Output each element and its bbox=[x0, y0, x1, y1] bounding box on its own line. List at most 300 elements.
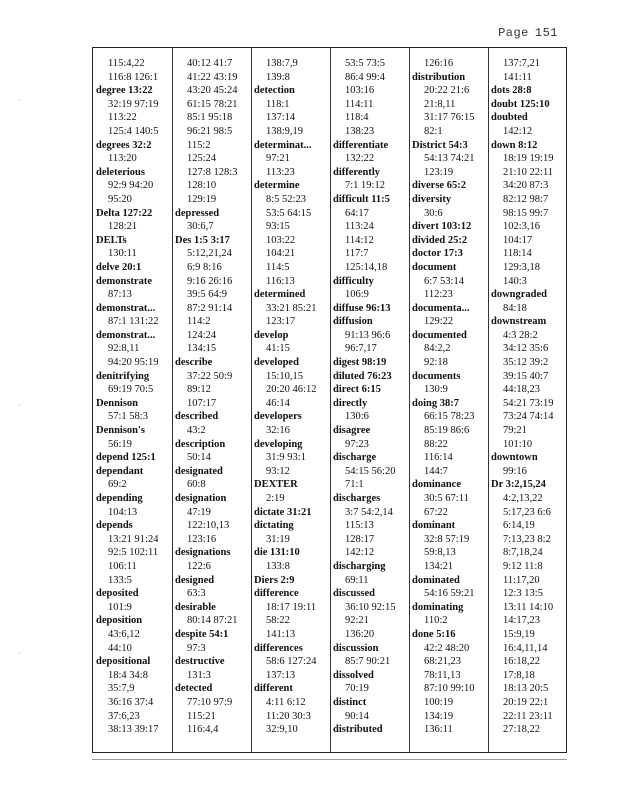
page-reference: 92:8,11 bbox=[108, 343, 140, 355]
page-reference: 84:2,2 bbox=[424, 343, 451, 355]
index-term: deleterious bbox=[96, 166, 145, 178]
page-reference: 93:12 bbox=[266, 465, 290, 477]
index-term: dots 28:8 bbox=[491, 85, 532, 97]
page-reference: 31:9 93:1 bbox=[266, 452, 306, 464]
page-reference: 41:15 bbox=[266, 343, 290, 355]
index-term: disagree bbox=[333, 425, 371, 437]
page-reference: 104:21 bbox=[266, 248, 296, 260]
index-term: diffuse 96:13 bbox=[333, 302, 391, 314]
page-reference: 20:22 21:6 bbox=[424, 85, 470, 97]
index-term: developers bbox=[254, 411, 302, 423]
page-reference: 114:12 bbox=[345, 234, 374, 246]
page-reference: 38:13 39:17 bbox=[108, 724, 159, 736]
index-term: depressed bbox=[175, 207, 220, 219]
page-reference: 30:6,7 bbox=[187, 221, 214, 233]
page-reference: 144:7 bbox=[424, 465, 448, 477]
page-reference: 22:11 23:11 bbox=[503, 710, 553, 722]
page-reference: 114:5 bbox=[266, 261, 290, 273]
page-reference: 133:8 bbox=[266, 560, 290, 572]
index-term: diluted 76:23 bbox=[333, 370, 392, 382]
index-term: deposition bbox=[96, 615, 143, 627]
page-reference: 78:11,13 bbox=[424, 669, 461, 681]
page-reference: 131:3 bbox=[187, 669, 211, 681]
page-reference: 35:7,9 bbox=[108, 683, 135, 695]
index-term: Delta 127:22 bbox=[96, 207, 153, 219]
index-term: dominating bbox=[412, 601, 464, 613]
index-term: differently bbox=[333, 166, 381, 178]
page-reference: 36:10 92:15 bbox=[345, 601, 396, 613]
index-term: difficulty bbox=[333, 275, 374, 287]
page-reference: 58:6 127:24 bbox=[266, 656, 317, 668]
index-term: developing bbox=[254, 438, 303, 450]
index-term: downtown bbox=[491, 452, 538, 464]
margin-mark: · bbox=[18, 648, 21, 658]
page-reference: 6:14,19 bbox=[503, 520, 535, 532]
page-reference: 34:12 35:6 bbox=[503, 343, 549, 355]
page-reference: 53:5 64:15 bbox=[266, 207, 312, 219]
index-term: downgraded bbox=[491, 289, 548, 301]
index-term: dominated bbox=[412, 574, 460, 586]
page-reference: 110:2 bbox=[424, 615, 448, 627]
index-term: down 8:12 bbox=[491, 139, 538, 151]
page-reference: 130:6 bbox=[345, 411, 369, 423]
page-reference: 114:2 bbox=[187, 316, 211, 328]
page-reference: 30:5 67:11 bbox=[424, 493, 469, 504]
page-reference: 125:4 140:5 bbox=[108, 125, 159, 137]
column-divider bbox=[330, 48, 331, 752]
page-reference: 27:18,22 bbox=[503, 724, 541, 736]
page-reference: 67:22 bbox=[424, 506, 448, 518]
index-term: different bbox=[254, 683, 293, 695]
page-reference: 128:10 bbox=[187, 180, 217, 192]
page-reference: 60:8 bbox=[187, 479, 206, 491]
page-reference: 4:3 28:2 bbox=[503, 329, 538, 341]
index-term: downstream bbox=[491, 316, 547, 328]
index-term: destructive bbox=[175, 656, 225, 668]
page-reference: 116:13 bbox=[266, 275, 295, 287]
page-reference: 96:7,17 bbox=[345, 343, 377, 355]
page-reference: 80:14 87:21 bbox=[187, 615, 238, 627]
page-reference: 87:13 bbox=[108, 289, 132, 301]
index-term: documented bbox=[412, 329, 467, 341]
page-reference: 123:19 bbox=[424, 166, 454, 178]
index-term: designed bbox=[175, 574, 215, 586]
page-reference: 66:15 78:23 bbox=[424, 411, 475, 423]
index-term: directly bbox=[333, 397, 368, 409]
index-term: divert 103:12 bbox=[412, 221, 472, 233]
page-reference: 69:2 bbox=[108, 479, 127, 491]
page-reference: 87:1 131:22 bbox=[108, 316, 159, 328]
index-term: District 54:3 bbox=[412, 139, 468, 151]
page-reference: 115:13 bbox=[345, 520, 374, 532]
index-term: diversity bbox=[412, 193, 452, 205]
index-term: Dennison's bbox=[96, 425, 146, 437]
page-reference: 137:13 bbox=[266, 669, 296, 681]
page-reference: 30:6 bbox=[424, 207, 443, 219]
index-term: discussion bbox=[333, 642, 379, 654]
index-term: difference bbox=[254, 588, 299, 600]
page-reference: 18:13 20:5 bbox=[503, 683, 549, 695]
index-term: doubt 125:10 bbox=[491, 98, 550, 110]
page-reference: 44:18,23 bbox=[503, 384, 541, 396]
page-reference: 114:11 bbox=[345, 98, 374, 110]
index-term: degree 13:22 bbox=[96, 85, 153, 97]
page-reference: 63:3 bbox=[187, 588, 206, 600]
index-term: determinat... bbox=[254, 139, 312, 151]
page-reference: 21:10 22:11 bbox=[503, 166, 554, 178]
page-reference: 31:17 76:15 bbox=[424, 112, 475, 124]
page-reference: 104:13 bbox=[108, 506, 138, 518]
page-reference: 2:19 bbox=[266, 493, 285, 504]
page-reference: 5:12,21,24 bbox=[187, 248, 232, 260]
index-term: determined bbox=[254, 289, 306, 301]
index-term: doubted bbox=[491, 112, 528, 124]
page-reference: 15:10,15 bbox=[266, 370, 304, 382]
index-term: demonstrat... bbox=[96, 302, 156, 314]
index-term: doing 38:7 bbox=[412, 397, 459, 409]
page-reference: 18:4 34:8 bbox=[108, 669, 148, 681]
index-term: digest 98:19 bbox=[333, 357, 387, 369]
index-term: demonstrate bbox=[96, 275, 152, 287]
page-reference: 11:17,20 bbox=[503, 574, 540, 586]
page-reference: 61:15 78:21 bbox=[187, 98, 238, 110]
page-reference: 50:14 bbox=[187, 452, 211, 464]
page-reference: 92:21 bbox=[345, 615, 369, 627]
page-reference: 4:2,13,22 bbox=[503, 493, 543, 504]
bottom-rule bbox=[92, 759, 567, 760]
page-reference: 129:3,18 bbox=[503, 261, 541, 273]
page-reference: 130:9 bbox=[424, 384, 448, 396]
page-reference: 127:8 128:3 bbox=[187, 166, 238, 178]
page-reference: 37:6,23 bbox=[108, 710, 140, 722]
page-reference: 32:8 57:19 bbox=[424, 533, 470, 545]
page-reference: 115:21 bbox=[187, 710, 216, 722]
page-reference: 33:21 85:21 bbox=[266, 302, 317, 314]
page-reference: 92:18 bbox=[424, 357, 448, 369]
page-reference: 117:7 bbox=[345, 248, 369, 260]
page-reference: 3:7 54:2,14 bbox=[345, 506, 393, 518]
page-reference: 82:1 bbox=[424, 125, 443, 137]
index-term: designation bbox=[175, 493, 227, 504]
page-reference: 101:9 bbox=[108, 601, 132, 613]
page-reference: 21:8,11 bbox=[424, 98, 456, 110]
page-number: 151 bbox=[534, 26, 558, 40]
page-reference: 20:19 22:1 bbox=[503, 696, 549, 708]
page-reference: 32:19 97:19 bbox=[108, 98, 159, 110]
page-reference: 122:10,13 bbox=[187, 520, 230, 532]
page-reference: 54:13 74:21 bbox=[424, 153, 475, 165]
page-reference: 134:19 bbox=[424, 710, 454, 722]
index-term: distribution bbox=[412, 71, 466, 83]
page-reference: 137:14 bbox=[266, 112, 296, 124]
page-reference: 126:16 bbox=[424, 58, 454, 69]
index-term: Diers 2:9 bbox=[254, 574, 295, 586]
page-reference: 132:22 bbox=[345, 153, 375, 165]
page-reference: 90:14 bbox=[345, 710, 369, 722]
page-reference: 113:22 bbox=[108, 112, 137, 124]
page-reference: 123:17 bbox=[266, 316, 296, 328]
page-reference: 31:19 bbox=[266, 533, 290, 545]
page-reference: 42:2 48:20 bbox=[424, 642, 470, 654]
page-reference: 40:12 41:7 bbox=[187, 58, 233, 69]
page-reference: 113:24 bbox=[345, 221, 374, 233]
index-term: diffusion bbox=[333, 316, 373, 328]
page-reference: 118:4 bbox=[345, 112, 369, 124]
page-reference: 6:7 53:14 bbox=[424, 275, 464, 287]
page-reference: 11:20 30:3 bbox=[266, 710, 311, 722]
page-reference: 7:13,23 8:2 bbox=[503, 533, 551, 545]
page-reference: 8:5 52:23 bbox=[266, 193, 306, 205]
page-reference: 136:11 bbox=[424, 724, 453, 736]
page-reference: 91:13 96:6 bbox=[345, 329, 391, 341]
index-term: depending bbox=[96, 493, 143, 504]
index-term: despite 54:1 bbox=[175, 628, 229, 640]
page-reference: 18:19 19:19 bbox=[503, 153, 554, 165]
page-reference: 140:3 bbox=[503, 275, 527, 287]
page-reference: 46:14 bbox=[266, 397, 290, 409]
index-term: divided 25:2 bbox=[412, 234, 468, 246]
index-term: discharging bbox=[333, 560, 386, 572]
page-reference: 138:7,9 bbox=[266, 58, 298, 69]
index-term: difficult 11:5 bbox=[333, 193, 390, 205]
page-reference: 87:10 99:10 bbox=[424, 683, 475, 695]
page-reference: 93:15 bbox=[266, 221, 290, 233]
page-reference: 73:24 74:14 bbox=[503, 411, 554, 423]
index-term: differentiate bbox=[333, 139, 389, 151]
index-term: described bbox=[175, 411, 219, 423]
index-term: detection bbox=[254, 85, 295, 97]
page-reference: 9:16 26:16 bbox=[187, 275, 233, 287]
page-reference: 118:1 bbox=[266, 98, 290, 110]
page-reference: 32:16 bbox=[266, 425, 290, 437]
index-term: direct 6:15 bbox=[333, 384, 381, 396]
page-reference: 64:17 bbox=[345, 207, 369, 219]
page-reference: 116:8 126:1 bbox=[108, 71, 159, 83]
page-reference: 79:21 bbox=[503, 425, 527, 437]
page-reference: 54:16 59:21 bbox=[424, 588, 475, 600]
page-reference: 9:12 11:8 bbox=[503, 560, 543, 572]
index-term: differences bbox=[254, 642, 303, 654]
page-reference: 57:1 58:3 bbox=[108, 411, 148, 423]
column-divider bbox=[172, 48, 173, 752]
index-term: depend 125:1 bbox=[96, 452, 156, 464]
page-reference: 12:3 13:5 bbox=[503, 588, 543, 600]
column-divider bbox=[488, 48, 489, 752]
page-reference: 115:2 bbox=[187, 139, 211, 151]
page-reference: 68:21,23 bbox=[424, 656, 462, 668]
page-reference: 106:9 bbox=[345, 289, 369, 301]
page-reference: 115:4,22 bbox=[108, 58, 145, 69]
page-reference: 102:3,16 bbox=[503, 221, 541, 233]
page-reference: 125:24 bbox=[187, 153, 217, 165]
page-reference: 116:14 bbox=[424, 452, 453, 464]
index-term: discharges bbox=[333, 493, 381, 504]
index-term: degrees 32:2 bbox=[96, 139, 152, 151]
page-reference: 124:24 bbox=[187, 329, 217, 341]
index-column-4 bbox=[333, 57, 395, 737]
page-reference: 92:5 102:11 bbox=[108, 547, 159, 559]
page-reference: 41:22 43:19 bbox=[187, 71, 238, 83]
page-reference: 77:10 97:9 bbox=[187, 696, 233, 708]
page-reference: 85:19 86:6 bbox=[424, 425, 470, 437]
index-term: discharge bbox=[333, 452, 377, 464]
page-reference: 112:23 bbox=[424, 289, 453, 301]
index-term: Des 1:5 3:17 bbox=[175, 234, 230, 246]
page-reference: 138:9,19 bbox=[266, 125, 304, 137]
page-reference: 43:20 45:24 bbox=[187, 85, 238, 97]
index-term: deposited bbox=[96, 588, 139, 600]
index-term: develop bbox=[254, 329, 289, 341]
page-reference: 129:19 bbox=[187, 193, 217, 205]
page-reference: 54:21 73:19 bbox=[503, 397, 554, 409]
column-divider bbox=[251, 48, 252, 752]
page-reference: 100:19 bbox=[424, 696, 454, 708]
page-reference: 82:12 98:7 bbox=[503, 193, 549, 205]
index-term: dictate 31:21 bbox=[254, 506, 312, 518]
page-reference: 98:15 99:7 bbox=[503, 207, 549, 219]
page-reference: 14:17,23 bbox=[503, 615, 541, 627]
page-reference: 136:20 bbox=[345, 628, 375, 640]
page-reference: 17:8,18 bbox=[503, 669, 535, 681]
page-reference: 103:22 bbox=[266, 234, 296, 246]
page-reference: 116:4,4 bbox=[187, 724, 219, 736]
word-index-box bbox=[92, 47, 567, 753]
index-term: delve 20:1 bbox=[96, 261, 142, 273]
page-reference: 101:10 bbox=[503, 438, 533, 450]
page-reference: 13:21 91:24 bbox=[108, 533, 159, 545]
index-term: Dennison bbox=[96, 397, 139, 409]
page-reference: 128:21 bbox=[108, 221, 138, 233]
page-reference: 95:20 bbox=[108, 193, 132, 205]
page-reference: 137:7,21 bbox=[503, 58, 541, 69]
page-reference: 56:19 bbox=[108, 438, 132, 450]
page-reference: 96:21 98:5 bbox=[187, 125, 233, 137]
page-reference: 122:6 bbox=[187, 560, 211, 572]
margin-mark: · bbox=[18, 95, 21, 105]
page-reference: 133:5 bbox=[108, 574, 132, 586]
page-reference: 71:1 bbox=[345, 479, 364, 491]
page-reference: 138:23 bbox=[345, 125, 375, 137]
page-reference: 99:16 bbox=[503, 465, 527, 477]
page-reference: 44:10 bbox=[108, 642, 132, 654]
page-reference: 7:1 19:12 bbox=[345, 180, 385, 192]
page-reference: 85:1 95:18 bbox=[187, 112, 233, 124]
page-reference: 113:23 bbox=[266, 166, 295, 178]
column-divider bbox=[409, 48, 410, 752]
index-term: depends bbox=[96, 520, 133, 532]
index-term: developed bbox=[254, 357, 299, 369]
page-reference: 58:22 bbox=[266, 615, 290, 627]
page-reference: 94:20 95:19 bbox=[108, 357, 159, 369]
index-term: determine bbox=[254, 180, 300, 192]
page-reference: 6:9 8:16 bbox=[187, 261, 222, 273]
page-label bbox=[498, 26, 558, 40]
index-term: diverse 65:2 bbox=[412, 180, 466, 192]
page-reference: 47:19 bbox=[187, 506, 211, 518]
index-term: documenta... bbox=[412, 302, 470, 314]
page-reference: 129:22 bbox=[424, 316, 454, 328]
page-reference: 141:11 bbox=[503, 71, 532, 83]
index-term: document bbox=[412, 261, 457, 273]
page-reference: 123:16 bbox=[187, 533, 217, 545]
page-reference: 85:7 90:21 bbox=[345, 656, 391, 668]
page-reference: 134:21 bbox=[424, 560, 454, 572]
page-reference: 54:15 56:20 bbox=[345, 465, 396, 477]
page-reference: 5:17,23 6:6 bbox=[503, 506, 551, 518]
index-term: discussed bbox=[333, 588, 376, 600]
page-word: Page bbox=[498, 26, 529, 40]
index-term: Dr 3:2,15,24 bbox=[491, 479, 546, 491]
page-reference: 125:14,18 bbox=[345, 261, 388, 273]
index-term: desirable bbox=[175, 601, 216, 613]
page-reference: 15:9,19 bbox=[503, 628, 535, 640]
index-term: dominance bbox=[412, 479, 462, 491]
page-reference: 20:20 46:12 bbox=[266, 384, 317, 396]
page-reference: 92:9 94:20 bbox=[108, 180, 154, 192]
index-column-5 bbox=[412, 57, 474, 737]
index-term: DEXTER bbox=[254, 479, 298, 491]
page-reference: 69:11 bbox=[345, 574, 369, 586]
page-reference: 8:7,18,24 bbox=[503, 547, 543, 559]
page-reference: 89:12 bbox=[187, 384, 211, 396]
index-term: DELTs bbox=[96, 234, 127, 246]
page-reference: 87:2 91:14 bbox=[187, 302, 233, 314]
page-reference: 35:12 39:2 bbox=[503, 357, 549, 369]
page-reference: 128:17 bbox=[345, 533, 375, 545]
index-column-1 bbox=[96, 57, 158, 737]
index-term: dominant bbox=[412, 520, 456, 532]
page-reference: 97:23 bbox=[345, 438, 369, 450]
page-reference: 37:22 50:9 bbox=[187, 370, 233, 382]
page-reference: 43:6,12 bbox=[108, 628, 140, 640]
index-term: done 5:16 bbox=[412, 628, 456, 640]
index-term: depositional bbox=[96, 656, 151, 668]
page-reference: 32:9,10 bbox=[266, 724, 298, 736]
index-term: dictating bbox=[254, 520, 294, 532]
margin-mark: · bbox=[18, 400, 21, 410]
index-term: doctor 17:3 bbox=[412, 248, 463, 260]
index-term: denitrifying bbox=[96, 370, 150, 382]
page-reference: 53:5 73:5 bbox=[345, 58, 385, 69]
index-term: dependant bbox=[96, 465, 144, 477]
index-term: description bbox=[175, 438, 226, 450]
page-reference: 69:19 70:5 bbox=[108, 384, 154, 396]
page-reference: 36:16 37:4 bbox=[108, 696, 154, 708]
page-reference: 113:20 bbox=[108, 153, 137, 165]
index-column-3 bbox=[254, 57, 316, 737]
page-reference: 39:15 40:7 bbox=[503, 370, 549, 382]
page-reference: 97:21 bbox=[266, 153, 290, 165]
page-reference: 106:11 bbox=[108, 560, 137, 572]
page-reference: 39:5 64:9 bbox=[187, 289, 227, 301]
page-reference: 4:11 6:12 bbox=[266, 696, 306, 708]
page-reference: 18:17 19:11 bbox=[266, 601, 317, 613]
page-reference: 16:18,22 bbox=[503, 656, 541, 668]
index-term: designated bbox=[175, 465, 223, 477]
index-term: detected bbox=[175, 683, 213, 695]
page-reference: 88:22 bbox=[424, 438, 448, 450]
page-reference: 134:15 bbox=[187, 343, 217, 355]
page-reference: 139:8 bbox=[266, 71, 290, 83]
page-reference: 107:17 bbox=[187, 397, 217, 409]
page-reference: 142:12 bbox=[503, 125, 533, 137]
index-term: distinct bbox=[333, 696, 367, 708]
page-reference: 130:11 bbox=[108, 248, 137, 260]
index-term: describe bbox=[175, 357, 213, 369]
index-term: dissolved bbox=[333, 669, 374, 681]
index-term: designations bbox=[175, 547, 231, 559]
page-reference: 142:12 bbox=[345, 547, 375, 559]
